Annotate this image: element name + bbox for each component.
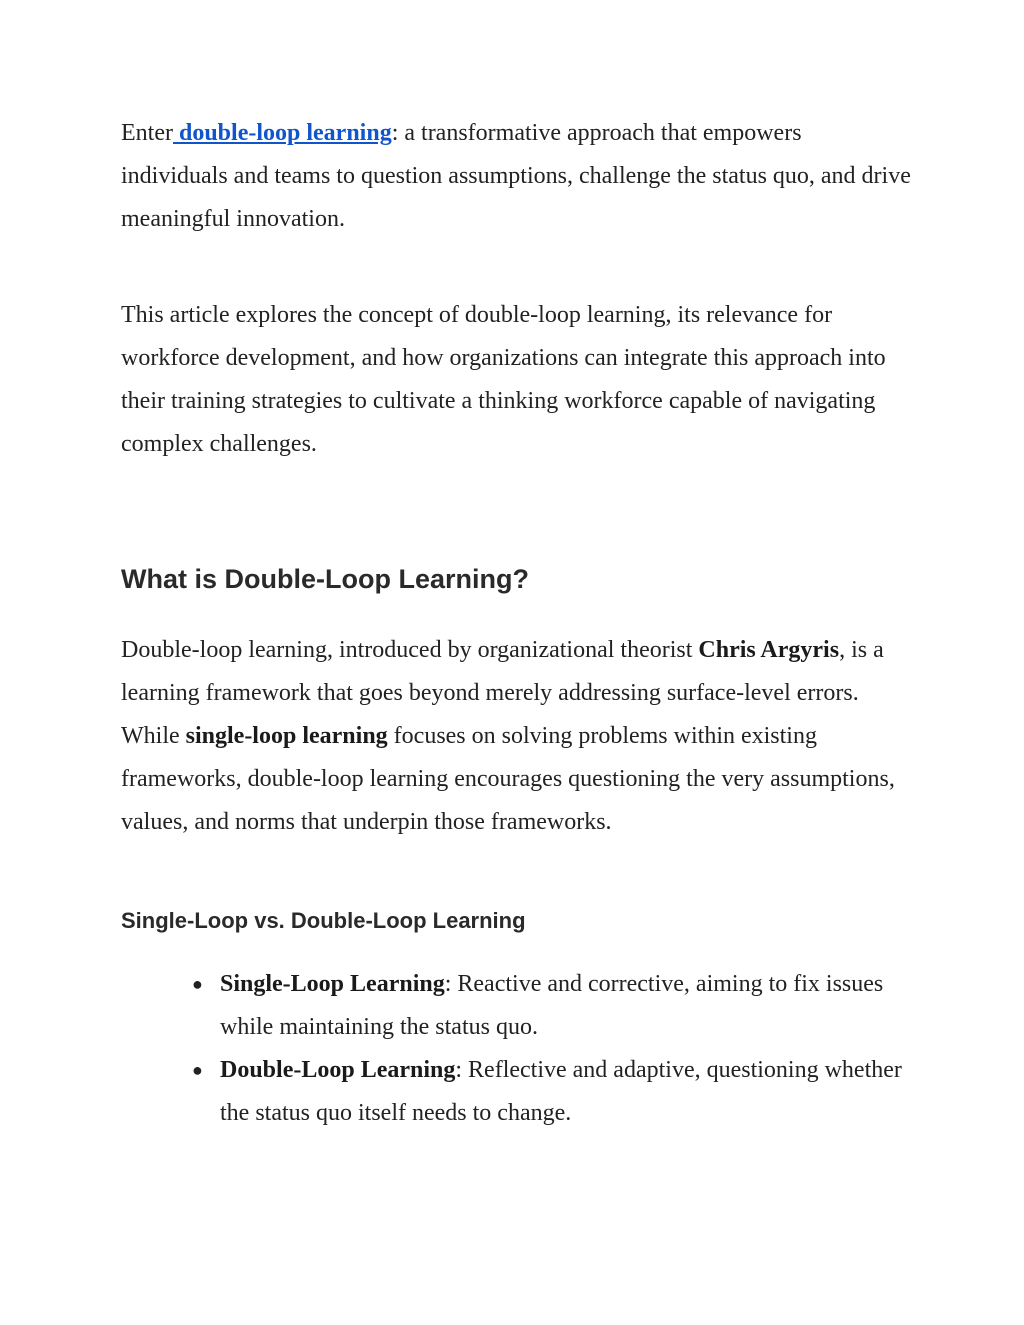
definition-part1: Double-loop learning, introduced by organizational theorist [121, 637, 699, 663]
comparison-list [121, 963, 911, 1135]
list-item-term: Double-Loop Learning [220, 1057, 456, 1083]
list-item-desc: : Reactive and corrective, aiming to fix issues while maintaining the status quo. [220, 971, 884, 1040]
list-item-desc: : Reflective and adaptive, questioning whether the status quo itself needs to change. [220, 1057, 902, 1126]
double-loop-learning-link[interactable]: double-loop learning [172, 120, 392, 146]
definition-bold-argyris: Chris Argyris [698, 637, 840, 663]
list-item-term: Single-Loop Learning [220, 971, 445, 997]
intro-rest: : a transformative approach that empowers individuals and teams to question assumptions, challenge the status quo, and drive meaningful innovation. [121, 120, 911, 232]
definition-part3: focuses on solving problems within existing frameworks, double-loop learning encourages questioning the very assumptions, values, and norms that underpin those frameworks. [121, 723, 895, 835]
definition-bold-single-loop: single-loop learning [185, 723, 388, 749]
subheading: Single-Loop vs. Double-Loop Learning [121, 908, 526, 933]
intro-lead: Enter [121, 120, 173, 146]
definition-part2: , is a learning framework that goes beyond merely addressing surface-level errors. While [121, 637, 884, 749]
intro-paragraph [121, 112, 911, 241]
document-page [121, 112, 911, 1135]
list-item [192, 1049, 911, 1135]
section-heading: What is Double-Loop Learning? [121, 564, 529, 594]
bullet-icon: ● [192, 1060, 203, 1080]
list-item [192, 963, 911, 1049]
definition-paragraph [121, 629, 911, 844]
bullet-icon: ● [192, 974, 203, 994]
overview-paragraph: This article explores the concept of double-loop learning, its relevance for workforce development, and how organizations can integrate this approach into their training strategies to cultivate a thinking workforce capable of navigating complex challenges. [121, 302, 886, 457]
